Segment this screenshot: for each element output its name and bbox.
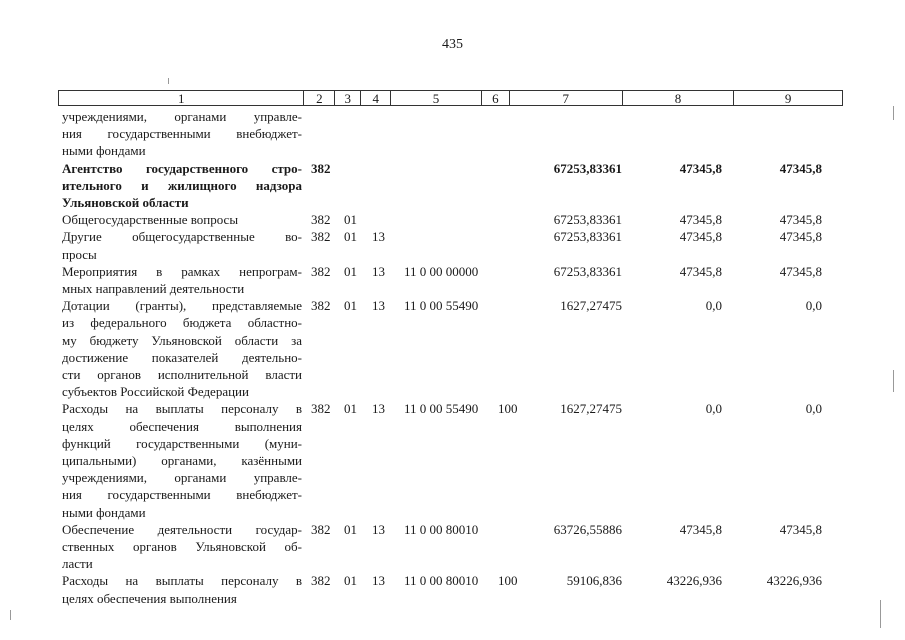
- cell-col-3: 01: [344, 401, 357, 417]
- description-line: Расходы на выплаты персоналу в: [62, 401, 302, 417]
- scan-mark: [893, 106, 894, 120]
- cell-col-8: 47345,8: [679, 160, 722, 176]
- scan-mark: [880, 600, 881, 628]
- description-line: ния государственными внебюджет-: [62, 487, 302, 503]
- header-col-3: 3: [335, 91, 361, 105]
- cell-col-8: 47345,8: [679, 212, 722, 228]
- header-col-9: 9: [784, 91, 792, 106]
- header-col-1: 1: [59, 91, 304, 105]
- cell-col-3: 01: [344, 298, 357, 314]
- cell-col-4: 13: [372, 573, 385, 589]
- cell-col-8: 47345,8: [679, 229, 722, 245]
- cell-col-3: 01: [344, 229, 357, 245]
- cell-col-2: 382: [311, 401, 331, 417]
- cell-col-9: 47345,8: [779, 160, 822, 176]
- header-col-8: 8: [623, 91, 735, 105]
- cell-col-2: 382: [311, 263, 331, 279]
- cell-col-4: 13: [372, 521, 385, 537]
- budget-table-body: [0, 108, 905, 607]
- description-line: Общегосударственные вопросы: [62, 212, 239, 228]
- table-row: [0, 297, 905, 400]
- table-row: [0, 400, 905, 520]
- cell-col-2: 382: [311, 160, 331, 176]
- cell-col-7: 1627,27475: [560, 298, 622, 314]
- description-line: учреждениями, органами управле-: [62, 470, 302, 486]
- cell-col-5: 11 0 00 80010: [404, 573, 479, 589]
- description-line: сти органов исполнительной власти: [62, 367, 302, 383]
- description-line: Дотации (гранты), представляемые: [62, 298, 302, 314]
- row-description: [62, 521, 302, 573]
- cell-col-7: 67253,83361: [553, 160, 622, 176]
- header-col-4: 4: [361, 91, 391, 105]
- row-description: [62, 297, 302, 400]
- description-line: субъектов Российской Федерации: [62, 384, 249, 400]
- header-col-6: 6: [482, 91, 510, 105]
- description-line: целях обеспечения выполнения: [62, 590, 237, 606]
- cell-col-7: 67253,83361: [553, 212, 622, 228]
- cell-col-7: 59106,836: [566, 573, 622, 589]
- cell-col-8: 47345,8: [679, 521, 722, 537]
- header-col-5: 5: [391, 91, 482, 105]
- cell-col-2: 382: [311, 521, 331, 537]
- row-description: [62, 263, 302, 297]
- cell-col-6: 100: [498, 573, 518, 589]
- description-line: ния государственными внебюджет-: [62, 126, 302, 142]
- cell-col-8: 0,0: [705, 298, 722, 314]
- cell-col-6: 100: [498, 401, 518, 417]
- description-line: из федерального бюджета областно-: [62, 315, 302, 331]
- table-header: [58, 90, 843, 106]
- cell-col-4: 13: [372, 263, 385, 279]
- cell-col-2: 382: [311, 298, 331, 314]
- description-line: достижение показателей деятельно-: [62, 349, 302, 365]
- cell-col-9: 47345,8: [779, 229, 822, 245]
- cell-col-8: 43226,936: [666, 573, 722, 589]
- table-row: [0, 572, 905, 606]
- cell-col-7: 1627,27475: [560, 401, 622, 417]
- row-description: [62, 400, 302, 520]
- cell-col-9: 0,0: [805, 401, 822, 417]
- scan-mark: [168, 78, 169, 84]
- description-line: ными фондами: [62, 143, 146, 159]
- description-line: Агентство государственного стро-: [62, 160, 302, 176]
- cell-col-3: 01: [344, 212, 357, 228]
- description-line: му бюджету Ульяновской области за: [62, 332, 302, 348]
- header-col-7: 7: [510, 91, 623, 105]
- row-description: [62, 211, 302, 228]
- cell-col-7: 63726,55886: [553, 521, 622, 537]
- table-row: [0, 211, 905, 228]
- table-row: [0, 263, 905, 297]
- cell-col-8: 47345,8: [679, 263, 722, 279]
- description-line: функций государственными (муни-: [62, 435, 302, 451]
- description-line: целях обеспечения выполнения: [62, 418, 302, 434]
- cell-col-7: 67253,83361: [553, 229, 622, 245]
- table-row: [0, 160, 905, 212]
- description-line: просы: [62, 246, 97, 262]
- description-line: Ульяновской области: [62, 195, 189, 211]
- cell-col-9: 47345,8: [779, 263, 822, 279]
- table-row: [0, 108, 905, 160]
- cell-col-7: 67253,83361: [553, 263, 622, 279]
- cell-col-9: 0,0: [805, 298, 822, 314]
- cell-col-8: 0,0: [705, 401, 722, 417]
- description-line: Расходы на выплаты персоналу в: [62, 573, 302, 589]
- row-description: [62, 108, 302, 160]
- cell-col-5: 11 0 00 80010: [404, 521, 479, 537]
- table-row: [0, 521, 905, 573]
- description-line: ласти: [62, 556, 93, 572]
- cell-col-9: 43226,936: [766, 573, 822, 589]
- cell-col-3: 01: [344, 573, 357, 589]
- cell-col-5: 11 0 00 00000: [404, 263, 479, 279]
- description-line: мных направлений деятельности: [62, 281, 245, 297]
- cell-col-5: 11 0 00 55490: [404, 298, 479, 314]
- page-number: 435: [442, 37, 463, 52]
- cell-col-3: 01: [344, 521, 357, 537]
- row-description: [62, 160, 302, 212]
- description-line: ственных органов Ульяновской об-: [62, 539, 302, 555]
- scan-mark: [10, 610, 11, 620]
- cell-col-3: 01: [344, 263, 357, 279]
- row-description: [62, 228, 302, 262]
- row-description: [62, 572, 302, 606]
- cell-col-9: 47345,8: [779, 521, 822, 537]
- cell-col-9: 47345,8: [779, 212, 822, 228]
- description-line: ными фондами: [62, 504, 146, 520]
- cell-col-4: 13: [372, 401, 385, 417]
- description-line: учреждениями, органами управле-: [62, 109, 302, 124]
- description-line: Мероприятия в рамках непрограм-: [62, 263, 302, 279]
- description-line: Обеспечение деятельности государ-: [62, 521, 302, 537]
- cell-col-2: 382: [311, 229, 331, 245]
- description-line: Другие общегосударственные во-: [62, 229, 302, 245]
- header-col-2: 2: [304, 91, 335, 105]
- cell-col-4: 13: [372, 229, 385, 245]
- cell-col-2: 382: [311, 212, 331, 228]
- description-line: ительного и жилищного надзора: [62, 177, 302, 193]
- cell-col-5: 11 0 00 55490: [404, 401, 479, 417]
- description-line: ципальными) органами, казёнными: [62, 453, 302, 469]
- cell-col-4: 13: [372, 298, 385, 314]
- cell-col-2: 382: [311, 573, 331, 589]
- table-row: [0, 228, 905, 262]
- scan-mark: [893, 370, 894, 392]
